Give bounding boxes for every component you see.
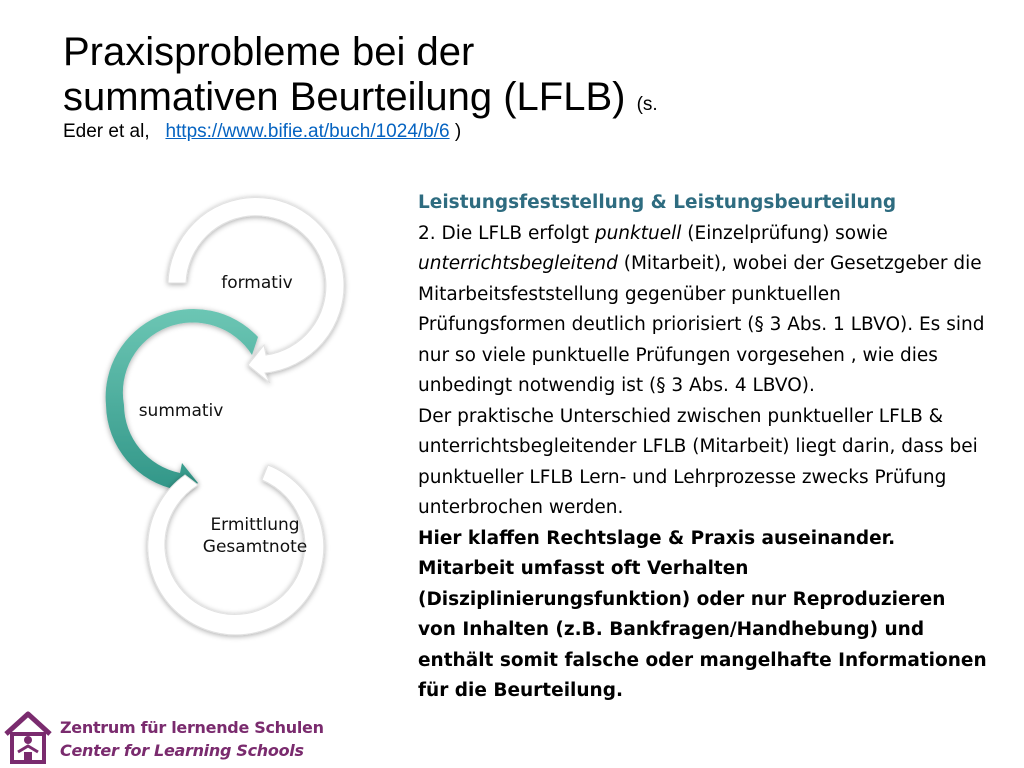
title-line-1: Praxisprobleme bei der: [63, 30, 475, 74]
school-house-icon: [2, 710, 54, 766]
title-ref-prefix: (s.: [636, 94, 658, 115]
body-paragraph-1: [418, 219, 988, 402]
body-text: [418, 188, 988, 707]
cycle-label-gesamtnote: Ermittlung Gesamtnote: [202, 515, 308, 557]
p1-part-c: (Einzelprüfung) sowie: [681, 222, 888, 244]
cycle-diagram: [90, 185, 370, 645]
reference-author: Eder et al,: [63, 121, 150, 142]
body-paragraph-3: Hier klaffen Rechtslage & Praxis auseinander. Mitarbeit umfasst oft Verhalten (Disziplinierungsfunktion) oder nur Reproduzieren von Inhalten (z.B. Bankfragen/Handhebung) und enthält somit falsche oder mangelhafte Informationen für die Beurteilung.: [418, 527, 987, 701]
title-line-2: [63, 75, 983, 120]
cycle-label-formativ: formativ: [221, 273, 293, 293]
body-paragraph-2: Der praktische Unterschied zwischen punktueller LFLB & unterrichtsbegleitender LFLB (Mitarbeit) liegt darin, dass bei punktueller LFLB Lern- und Lehrprozesse zwecks Prüfung unterbrochen werden.: [418, 405, 978, 518]
reference-link[interactable]: https://www.bifie.at/buch/1024/b/6: [165, 121, 450, 142]
title-line-2-text: summativen Beurteilung (LFLB): [63, 75, 626, 119]
p1-term-punktuell: punktuell: [594, 222, 682, 244]
p1-part-a: 2. Die LFLB erfolgt: [418, 222, 595, 244]
p1-term-unterrichtsbegleitend: unterrichtsbegleitend: [418, 253, 618, 274]
institution-logo: [2, 708, 324, 766]
body-heading: Leistungsfeststellung & Leistungsbeurteilung: [418, 192, 897, 213]
logo-text-english: Center for Learning Schools: [60, 741, 304, 760]
title-reference: [63, 120, 983, 144]
slide-title: [63, 30, 983, 144]
logo-text-german: Zentrum für lernende Schulen: [60, 718, 324, 737]
reference-suffix: ): [454, 121, 462, 142]
cycle-label-summativ: summativ: [138, 401, 224, 421]
p1-part-e: (Mitarbeit), wobei der Gesetzgeber die Mitarbeitsfeststellung gegenüber punktuellen Prüfungsformen deutlich priorisiert (§ 3 Abs. 1 LBVO). Es sind nur so viele punktuelle Prüfungen vorgesehen , wie dies unbedingt notwendig ist (§ 3 Abs. 4 LBVO).: [418, 253, 985, 396]
